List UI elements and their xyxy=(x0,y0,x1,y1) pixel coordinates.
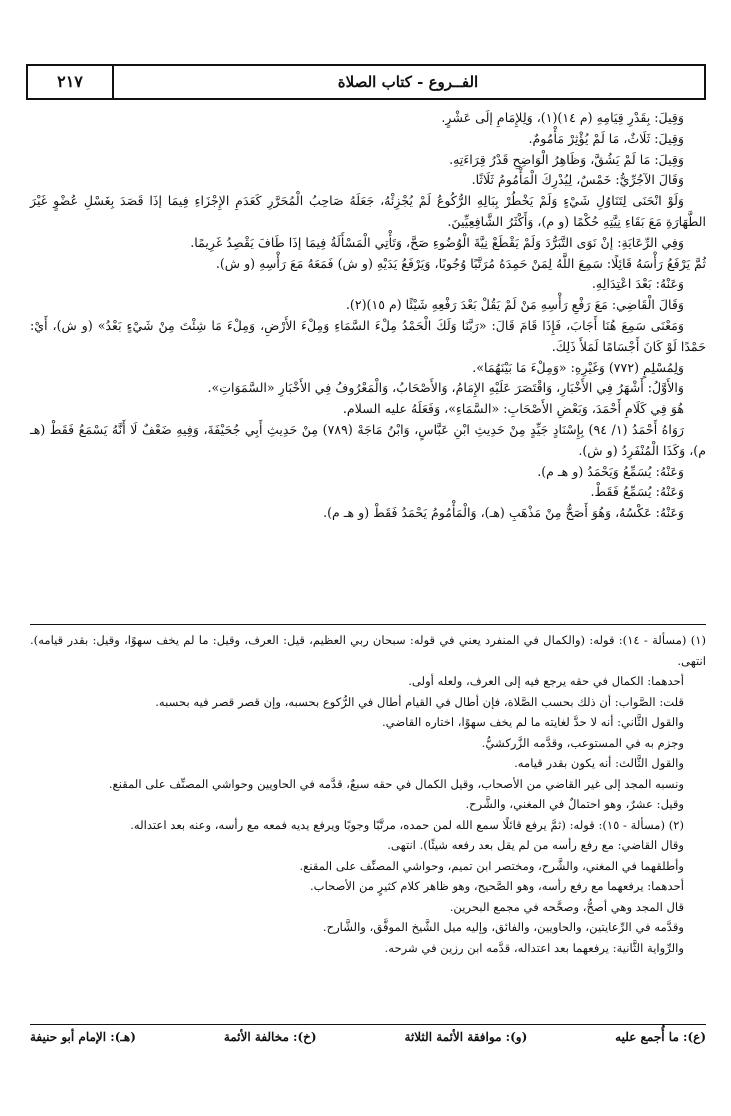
main-paragraph: وَعَنْهُ: يُسَمِّعُ وَيَحْمَدُ (و هـ م). xyxy=(537,463,684,479)
legend-item: (هـ): الإمام أبو حنيفة xyxy=(30,1030,136,1044)
footnote-paragraph: (١) (مسألة - ١٤): قوله: (والكمال في المنفرد يعني في قوله: سبحان ربي العظيم، قيل: العرف، وقيل: ما لم يخف سهوًا، وقيل: بقدر قيامه). انتهى. xyxy=(30,633,706,668)
main-paragraph: وَلِمُسْلِمٍ (٧٧٢) وَغَيْرِهِ: «وَمِلْءَ مَا بَيْنَهُمَا». xyxy=(472,359,684,375)
page-header xyxy=(26,64,706,100)
main-paragraph: وَعَنْهُ: يُسَمِّعُ فَقَطْ. xyxy=(590,484,684,500)
main-paragraph: رَوَاهُ أَحْمَدُ (١/ ٩٤) بِإِسْنَادٍ جَيِّدٍ مِنْ حَدِيثِ ابْنِ عَبَّاسٍ، وَابْنُ مَاجَهْ (٧٨٩) مِنْ حَدِيثِ أَبِي جُحَيْفَةَ، وَفِيهِ ضَعْفٌ لَا أَنَّهُ يَسْمَعُ فَقَطْ (هـ م)، وَكَذَا الْمُنْفَرِدُ (و ش). xyxy=(30,421,706,458)
footnote-paragraph: والقول الثَّالث: أنه يكون بقدر قيامه. xyxy=(514,756,684,770)
main-paragraph: هُوَ فِي كَلَامِ أَحْمَدَ، وَبَعْضِ الأَصْحَابِ: «السَّمَاءِ»، وَفَعَلَهُ عليه السلام. xyxy=(342,401,684,417)
main-paragraph: وَقَالَ الآجُرِّيُّ: خَمْسٌ، لِيُدْرِكَ الْمَأْمُومُ ثَلَاثًا. xyxy=(471,172,684,188)
main-paragraph: وَعَنْهُ: بَعْدَ اعْتِدَالِهِ. xyxy=(591,276,684,292)
main-paragraph: وَمَعْنَى سَمِعَ هُنَا أَجَابَ، فَإِذَا قَامَ قَالَ: «رَبَّنَا وَلَكَ الْحَمْدُ مِلْءَ السَّمَاءِ وَمِلْءَ الأَرْضِ، وَمِلْءَ مَا شِئْتَ مِنْ شَيْءٍ بَعْدُ» (و ش)، أَيْ: حَمْدًا لَوْ كَانَ أَجْسَامًا لَمَلأَ ذَلِكَ. xyxy=(30,317,706,354)
page-number: ٢١٧ xyxy=(28,66,114,98)
main-paragraph: وَفِي الرِّعَايَةِ: إنْ نَوَى التَّبَرُّدَ وَلَمْ يَقْطَعْ نِيَّةَ الْوُضُوءِ صَحَّ، وَتَأْتِي الْمَسْأَلَةُ فِيمَا إذَا طَافَ يَقْصِدُ غَرِيمًا. xyxy=(190,234,684,250)
legend-item: (خ): مخالفة الأئمة xyxy=(223,1030,317,1044)
running-title: الفــروع - كتاب الصلاة xyxy=(337,73,479,91)
footnote-paragraph: وقال القاضي: مع رفع رأسه من لم يقل بعد رفعه شيئًا). انتهى. xyxy=(387,838,684,852)
footnote-paragraph: (٢) (مسألة - ١٥): قوله: (ثمَّ يرفع قائلًا سمع الله لمن حمده، مرتَّبًا وجوبًا ويرفع يديه فمعه مع رأسه، وعنه بعد اعتداله. xyxy=(130,817,684,832)
main-paragraph: وَقِيلَ: مَا لَمْ يَشُقَّ، وَظَاهِرُ الْوَاضِحِ قَدْرُ قِرَاءَتِهِ. xyxy=(449,151,684,167)
footnote-paragraph: قلت: الصَّواب: أن ذلك بحسب الصَّلاة، فإن أطال في القيام أطال في الرُّكوع بحسبه، وإن قصر قصر فيه بحسبه. xyxy=(155,694,684,709)
footnote-paragraph: والرِّواية الثَّانية: يرفعهما بعد اعتداله، قدَّمه ابن رزين في شرحه. xyxy=(384,940,684,955)
footnote-paragraph: ونسبه المجد إلى غير القاضي من الأصحاب، وقيل الكمال في حقه سبعٌ، قدَّمه في الحاويين وحواشي المصنِّف على المقنع. xyxy=(108,776,684,791)
footnote-divider xyxy=(30,624,706,625)
main-paragraph: وَلَوْ انْحَنَى لِتَنَاوُلِ شَيْءٍ وَلَمْ يَخْطُرْ بِبَالِهِ الرُّكُوعُ لَمْ يُجْزِئْهُ، جَعَلَهُ صَاحِبُ الْمُحَرَّرِ كَعَدَمِ الإِجْزَاءِ فِيمَا إذَا قَصَدَ بِغَسْلِ عُضْوٍ غَيْرَ الطَّهَارَةِ مَعَ بَقَاءِ نِيَّتِهِ حُكْمًا (و م)، وَأَكْثَرُ الشَّافِعِيِّينَ. xyxy=(30,193,706,229)
footnote-paragraph: أحدهما: يرفعهما مع رفع رأسه، وهو الصَّحيح، وهو ظاهر كلام كثيرٍ من الأصحاب. xyxy=(309,879,684,893)
main-text xyxy=(30,108,706,524)
footnote-paragraph: وجزم به في المستوعب، وقدَّمه الزَّركشيُّ. xyxy=(481,735,684,750)
legend-divider xyxy=(30,1024,706,1025)
main-paragraph: وَعَنْهُ: عَكْسُهُ، وَهُوَ أَصَحُّ مِنْ مَذْهَبِ (هـ)، وَالْمَأْمُومُ يَحْمَدُ فَقَطْ (و هـ م). xyxy=(323,505,684,521)
main-paragraph: وَالأَوَّلُ: أَشْهَرُ فِي الأَخْبَارِ، وَاقْتَصَرَ عَلَيْهِ الإِمَامُ، وَالأَصْحَابُ، وَالْمَعْرُوفُ فِي الأَخْبَارِ «السَّمَوَاتِ». xyxy=(207,380,684,396)
footnote-paragraph: وأطلقهما في المغني، والشَّرح، ومختصر ابن تميم، وحواشي المصنِّف على المقنع. xyxy=(299,858,684,873)
footnote-paragraph: أحدهما: الكمال في حقه يرجع فيه إلى العرف، ولعله أولى. xyxy=(408,674,684,688)
abbreviation-legend xyxy=(30,1030,706,1056)
footnote-paragraph: قال المجد وهي أصحُّ، وصحَّحه في مجمع البحرين. xyxy=(449,899,684,914)
legend-item: (و): موافقة الأئمة الثلاثة xyxy=(404,1030,528,1044)
main-paragraph: وَقِيلَ: بِقَدْرِ قِيَامِهِ (م ١٤)(١)، وَلِلإِمَامِ إلَى عَشْرٍ. xyxy=(441,110,684,125)
main-paragraph: ثُمَّ يَرْفَعُ رَأْسَهُ قَائِلًا: سَمِعَ اللَّهُ لِمَنْ حَمِدَهُ مُرَتَّبًا وُجُوبًا، وَيَرْفَعُ يَدَيْهِ (و ش) فَمَعَهُ مَعَ رَأْسِهِ (و ش). xyxy=(215,255,706,271)
legend-item: (ع): ما أُجمع عليه xyxy=(615,1030,706,1044)
footnotes xyxy=(30,630,706,958)
footnote-paragraph: وقدَّمه في الرِّعايتين، والحاويين، والفائق، وإليه ميل الشَّيخ الموفَّق، والشَّارح. xyxy=(322,920,684,934)
footnote-paragraph: والقول الثَّاني: أنه لا حدَّ لغايته ما لم يخف سهوًا، اختاره القاضي. xyxy=(381,715,684,729)
footnote-paragraph: وقيل: عشرٌ، وهو احتمالٌ في المغني، والشَّرح. xyxy=(465,797,684,811)
main-paragraph: وَقِيلَ: ثَلَاثٌ، مَا لَمْ يُؤْثِرْ مَأْمُومٌ. xyxy=(528,130,684,146)
main-paragraph: وَقَالَ الْقَاضِي: مَعَ رَفْعِ رَأْسِهِ مَنْ لَمْ يَقُلْ بَعْدَ رَفْعِهِ شَيْئًا (م ١٥)(٢). xyxy=(345,297,684,313)
